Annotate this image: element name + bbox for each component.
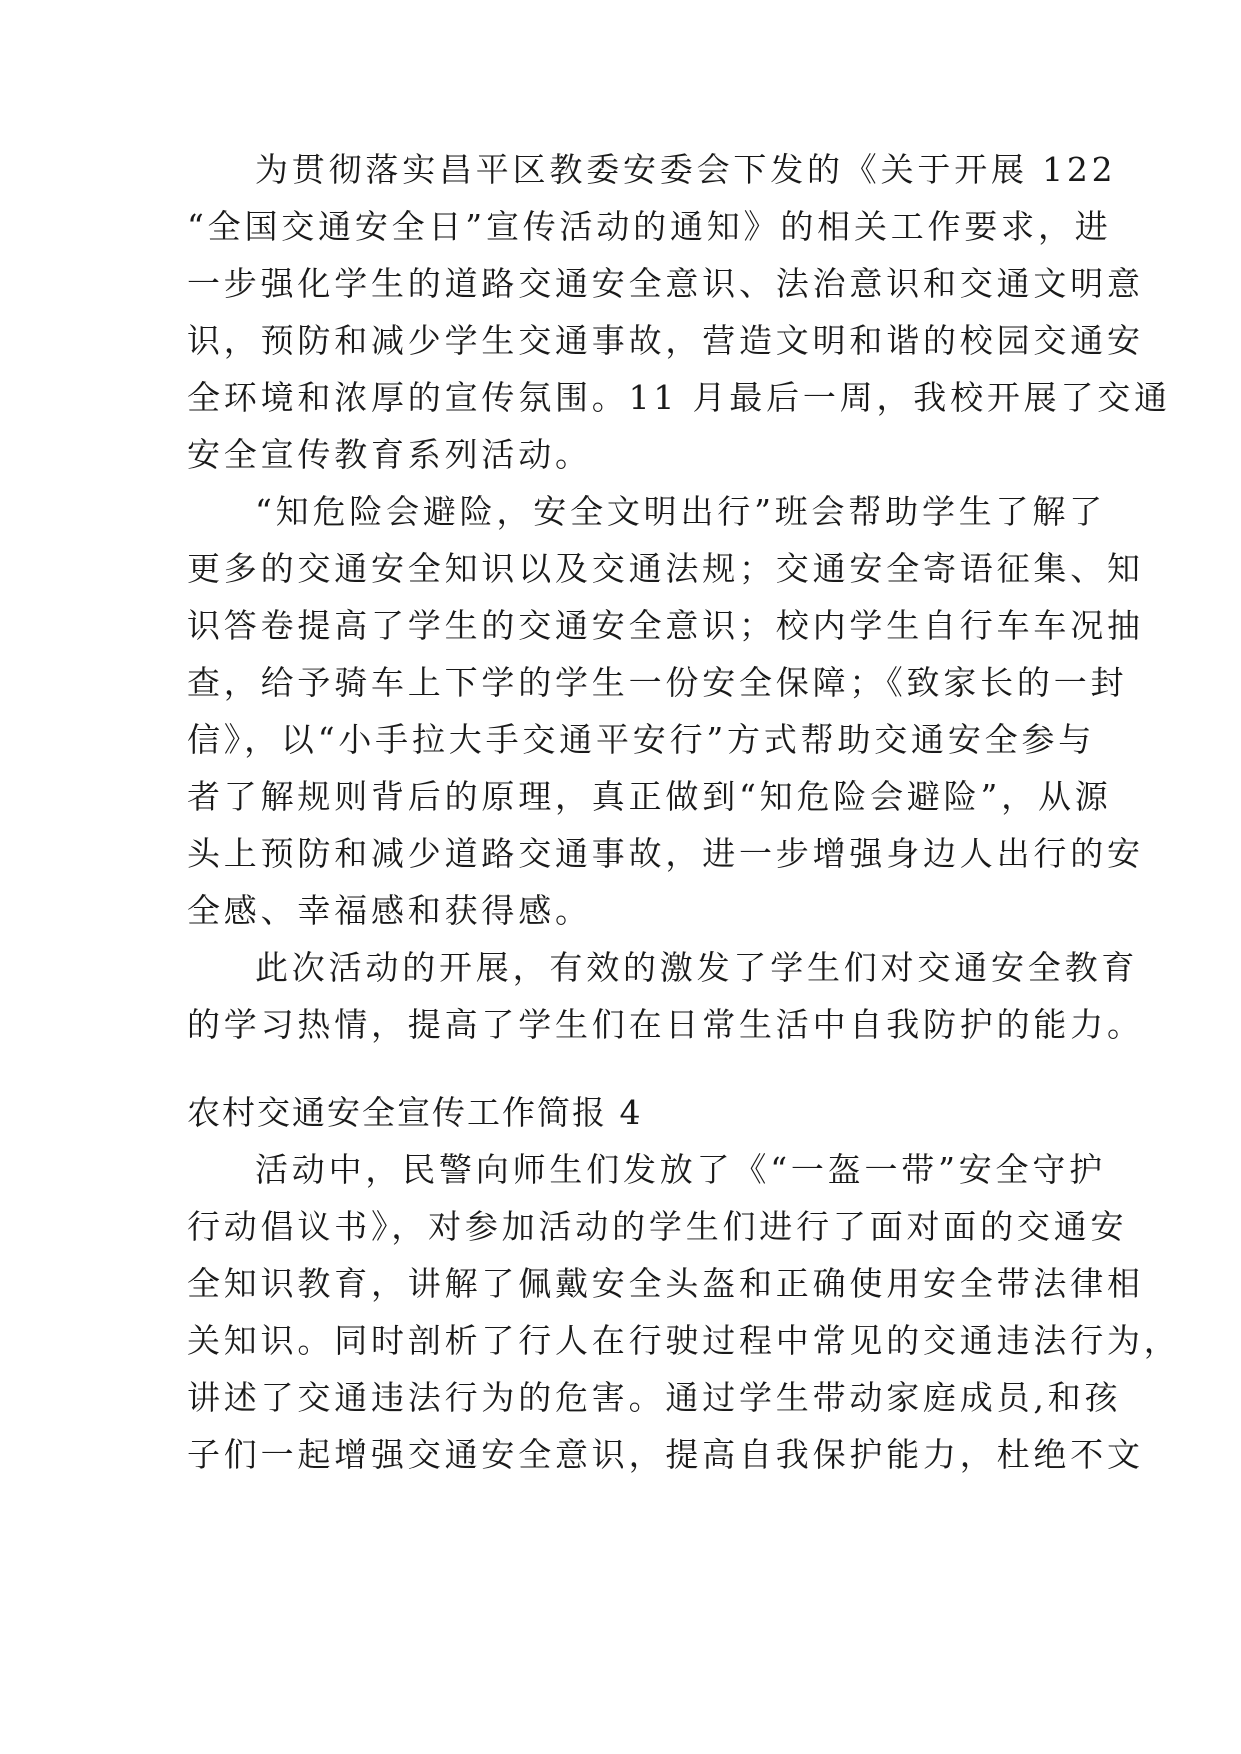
paragraph-3-line-2: 的学习热情，提高了学生们在日常生活中自我防护的能力。 — [187, 1005, 1144, 1044]
paragraph-3-line-1: 此次活动的开展，有效的激发了学生们对交通安全教育 — [255, 948, 1139, 987]
paragraph-2-line-6: 者了解规则背后的原理，真正做到“知危险会避险”，从源 — [187, 777, 1112, 816]
paragraph-4-line-4: 关知识。同时剖析了行人在行驶过程中常见的交通违法行为， — [187, 1321, 1181, 1360]
paragraph-4-line-2: 行动倡议书》，对参加活动的学生们进行了面对面的交通安 — [187, 1207, 1128, 1246]
paragraph-1-line-6: 安全宣传教育系列活动。 — [187, 435, 592, 474]
paragraph-4-line-1: 活动中，民警向师生们发放了《“一盔一带”安全守护 — [255, 1150, 1106, 1189]
paragraph-2-line-4: 查，给予骑车上下学的学生一份安全保障；《致家长的一封 — [187, 663, 1128, 702]
paragraph-2-line-2: 更多的交通安全知识以及交通法规；交通安全寄语征集、知 — [187, 549, 1144, 588]
paragraph-1-line-1: 为贯彻落实昌平区教委安委会下发的《关于开展 122 — [255, 150, 1117, 189]
paragraph-1-line-2: “全国交通安全日”宣传活动的通知》的相关工作要求，进 — [187, 207, 1112, 246]
section-heading: 农村交通安全宣传工作简报 4 — [187, 1093, 643, 1132]
paragraph-1-line-4: 识，预防和减少学生交通事故，营造文明和谐的校园交通安 — [187, 321, 1144, 360]
paragraph-2-line-8: 全感、幸福感和获得感。 — [187, 891, 592, 930]
paragraph-4-line-5: 讲述了交通违法行为的危害。通过学生带动家庭成员,和孩 — [187, 1378, 1122, 1417]
paragraph-4-line-3: 全知识教育，讲解了佩戴安全头盔和正确使用安全带法律相 — [187, 1264, 1144, 1303]
paragraph-4-line-6: 子们一起增强交通安全意识，提高自我保护能力，杜绝不文 — [187, 1435, 1144, 1474]
paragraph-2-line-3: 识答卷提高了学生的交通安全意识；校内学生自行车车况抽 — [187, 606, 1144, 645]
paragraph-1-line-3: 一步强化学生的道路交通安全意识、法治意识和交通文明意 — [187, 264, 1144, 303]
paragraph-1-line-5: 全环境和浓厚的宣传氛围。11 月最后一周，我校开展了交通 — [187, 378, 1171, 417]
paragraph-2-line-1: “知危险会避险，安全文明出行”班会帮助学生了解了 — [255, 492, 1106, 531]
paragraph-2-line-7: 头上预防和减少道路交通事故，进一步增强身边人出行的安 — [187, 834, 1144, 873]
paragraph-2-line-5: 信》，以“小手拉大手交通平安行”方式帮助交通安全参与 — [187, 720, 1096, 759]
